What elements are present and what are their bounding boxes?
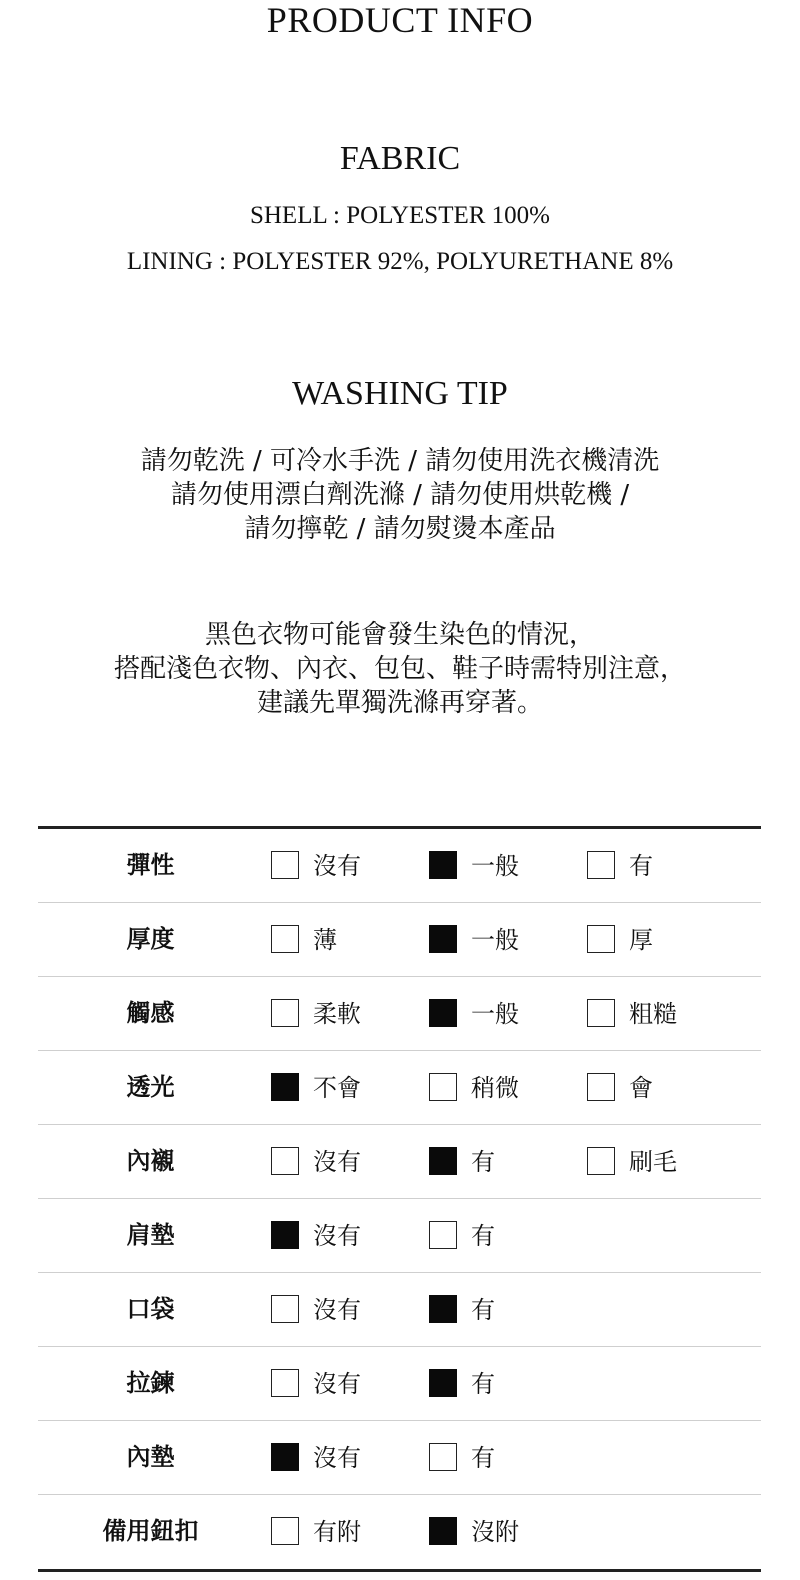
color-care-note-line: 搭配淺色衣物、內衣、包包、鞋子時需特別注意， [113, 654, 686, 684]
option-label: 一般 [471, 926, 519, 954]
attribute-label: 彈性 [126, 851, 175, 879]
unchecked-checkbox [271, 1295, 299, 1323]
checked-checkbox [429, 1369, 457, 1397]
checked-checkbox [271, 1221, 299, 1249]
attribute-label: 內墊 [126, 1443, 175, 1471]
option-label: 有 [471, 1444, 495, 1472]
option-label: 薄 [313, 926, 337, 954]
option-label: 厚 [629, 926, 653, 954]
checked-checkbox [271, 1443, 299, 1471]
checked-checkbox [429, 999, 457, 1027]
option-label: 沒有 [313, 1222, 361, 1250]
fabric-lining-composition: LINING : POLYESTER 92%, POLYURETHANE 8% [126, 248, 674, 275]
attribute-row [38, 1051, 761, 1125]
option-label: 柔軟 [313, 1000, 361, 1028]
unchecked-checkbox [587, 851, 615, 879]
option-label: 有 [471, 1296, 495, 1324]
option-label: 沒有 [313, 1148, 361, 1176]
attribute-label: 內襯 [126, 1147, 175, 1175]
fabric-attribute-table [38, 826, 761, 1572]
option-label: 有 [471, 1222, 495, 1250]
unchecked-checkbox [271, 999, 299, 1027]
checked-checkbox [429, 1517, 457, 1545]
attribute-row [38, 1347, 761, 1421]
option-label: 有附 [313, 1518, 361, 1546]
option-label: 沒有 [313, 1370, 361, 1398]
option-label: 不會 [313, 1074, 361, 1102]
unchecked-checkbox [587, 1147, 615, 1175]
checked-checkbox [429, 1147, 457, 1175]
attribute-label: 觸感 [126, 999, 175, 1027]
attribute-row [38, 829, 761, 903]
attribute-row [38, 1495, 761, 1569]
table-bottom-rule [38, 1569, 761, 1572]
attribute-label: 拉鍊 [126, 1369, 175, 1397]
option-label: 一般 [471, 852, 519, 880]
option-label: 粗糙 [629, 1000, 677, 1028]
page-title: PRODUCT INFO [266, 0, 534, 40]
option-label: 刷毛 [629, 1148, 677, 1176]
option-label: 會 [629, 1074, 653, 1102]
washing-tip-heading: WASHING TIP [292, 375, 508, 412]
option-label: 稍微 [471, 1074, 519, 1102]
washing-tip-line: 請勿擰乾 / 請勿熨燙本產品 [244, 514, 556, 544]
attribute-row [38, 977, 761, 1051]
unchecked-checkbox [587, 925, 615, 953]
option-label: 沒有 [313, 1296, 361, 1324]
unchecked-checkbox [271, 925, 299, 953]
option-label: 有 [629, 852, 653, 880]
unchecked-checkbox [429, 1221, 457, 1249]
unchecked-checkbox [429, 1443, 457, 1471]
attribute-label: 肩墊 [126, 1221, 175, 1249]
color-care-note-line: 建議先單獨洗滌再穿著。 [256, 688, 543, 718]
attribute-label: 口袋 [126, 1295, 175, 1323]
unchecked-checkbox [271, 1517, 299, 1545]
unchecked-checkbox [271, 851, 299, 879]
unchecked-checkbox [429, 1073, 457, 1101]
attribute-row [38, 1125, 761, 1199]
checked-checkbox [429, 851, 457, 879]
attribute-row [38, 903, 761, 977]
fabric-shell-composition: SHELL : POLYESTER 100% [249, 202, 551, 229]
option-label: 沒有 [313, 1444, 361, 1472]
fabric-heading: FABRIC [339, 140, 461, 177]
washing-tip-line: 請勿使用漂白劑洗滌 / 請勿使用烘乾機 / [170, 480, 630, 510]
color-care-note-line: 黑色衣物可能會發生染色的情況， [204, 620, 595, 650]
checked-checkbox [429, 1295, 457, 1323]
option-label: 有 [471, 1370, 495, 1398]
attribute-row [38, 1273, 761, 1347]
attribute-row [38, 1199, 761, 1273]
attribute-label: 透光 [126, 1073, 175, 1101]
option-label: 沒有 [313, 852, 361, 880]
checked-checkbox [271, 1073, 299, 1101]
attribute-label: 備用鈕扣 [102, 1517, 199, 1545]
option-label: 一般 [471, 1000, 519, 1028]
unchecked-checkbox [587, 999, 615, 1027]
option-label: 有 [471, 1148, 495, 1176]
checked-checkbox [429, 925, 457, 953]
unchecked-checkbox [271, 1369, 299, 1397]
attribute-rows [38, 829, 761, 1569]
option-label: 沒附 [471, 1518, 519, 1546]
attribute-row [38, 1421, 761, 1495]
attribute-label: 厚度 [126, 925, 175, 953]
unchecked-checkbox [587, 1073, 615, 1101]
washing-tip-line: 請勿乾洗 / 可冷水手洗 / 請勿使用洗衣機清洗 [140, 446, 660, 476]
unchecked-checkbox [271, 1147, 299, 1175]
